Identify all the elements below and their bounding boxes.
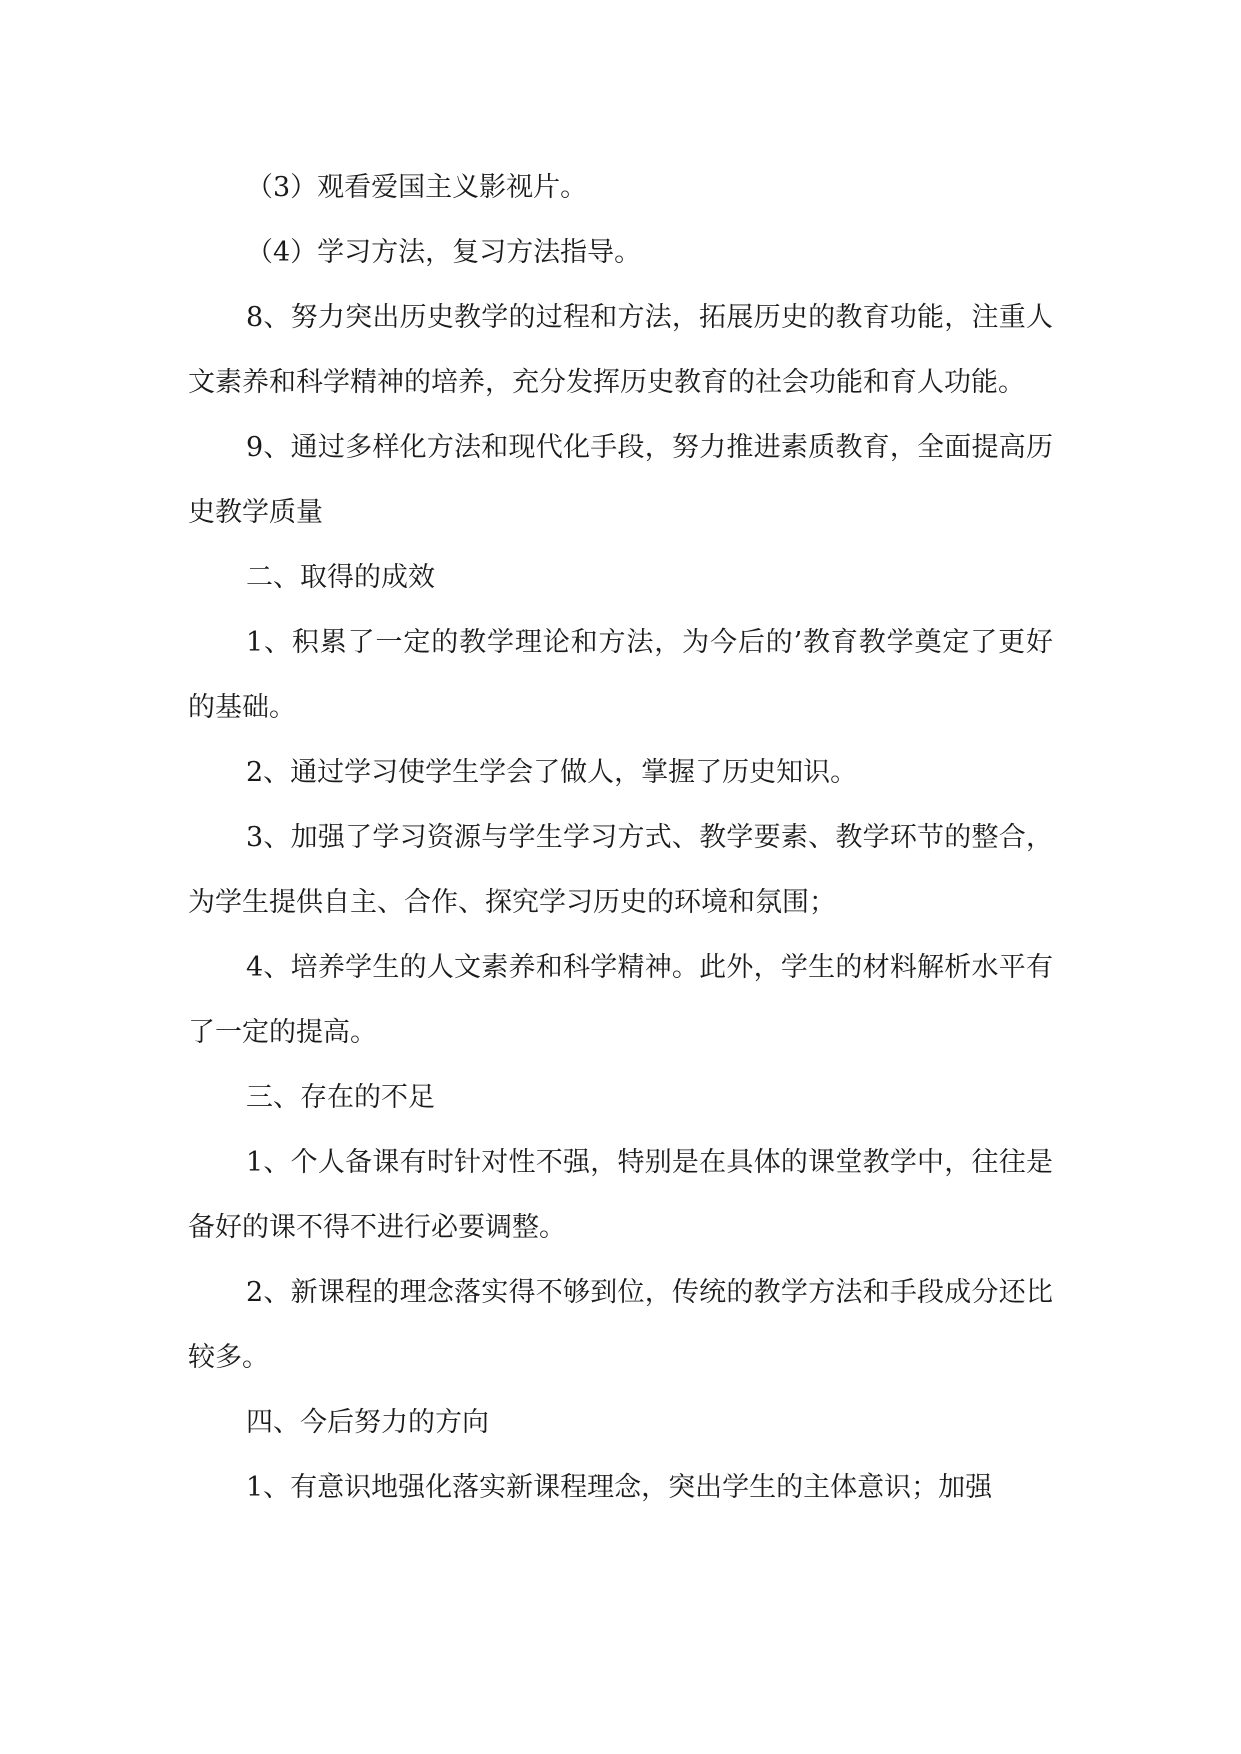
paragraph-achievement-2: 2、通过学习使学生学会了做人，掌握了历史知识。 [246,757,858,788]
paragraph-shortcoming-1: 1、个人备课有时针对性不强，特别是在具体的课堂教学中，往往是备好的课不得不进行必要调整。 [188,1147,1053,1243]
paragraph-achievement-3: 3、加强了学习资源与学生学习方式、教学要素、教学环节的整合，为学生提供自主、合作、探究学习历史的环境和氛围； [188,822,1053,918]
paragraph-item-9: 9、通过多样化方法和现代化手段，努力推进素质教育，全面提高历史教学质量 [188,432,1053,528]
paragraph-sub-item-3: （3）观看爱国主义影视片。 [246,172,588,203]
paragraph-achievement-1: 1、积累了一定的教学理论和方法，为今后的’教育教学奠定了更好的基础。 [188,627,1053,723]
section-heading-future-direction: 四、今后努力的方向 [246,1407,489,1438]
paragraph-direction-1: 1、有意识地强化落实新课程理念，突出学生的主体意识；加强 [246,1472,993,1503]
section-heading-achievements: 二、取得的成效 [246,562,435,593]
document-body [188,155,1053,1520]
paragraph-achievement-4: 4、培养学生的人文素养和科学精神。此外，学生的材料解析水平有了一定的提高。 [188,952,1053,1048]
paragraph-sub-item-4: （4）学习方法，复习方法指导。 [246,237,642,268]
paragraph-item-8: 8、努力突出历史教学的过程和方法，拓展历史的教育功能，注重人文素养和科学精神的培养，充分发挥历史教育的社会功能和育人功能。 [188,302,1053,398]
section-heading-shortcomings: 三、存在的不足 [246,1082,435,1113]
paragraph-shortcoming-2: 2、新课程的理念落实得不够到位，传统的教学方法和手段成分还比较多。 [188,1277,1053,1373]
